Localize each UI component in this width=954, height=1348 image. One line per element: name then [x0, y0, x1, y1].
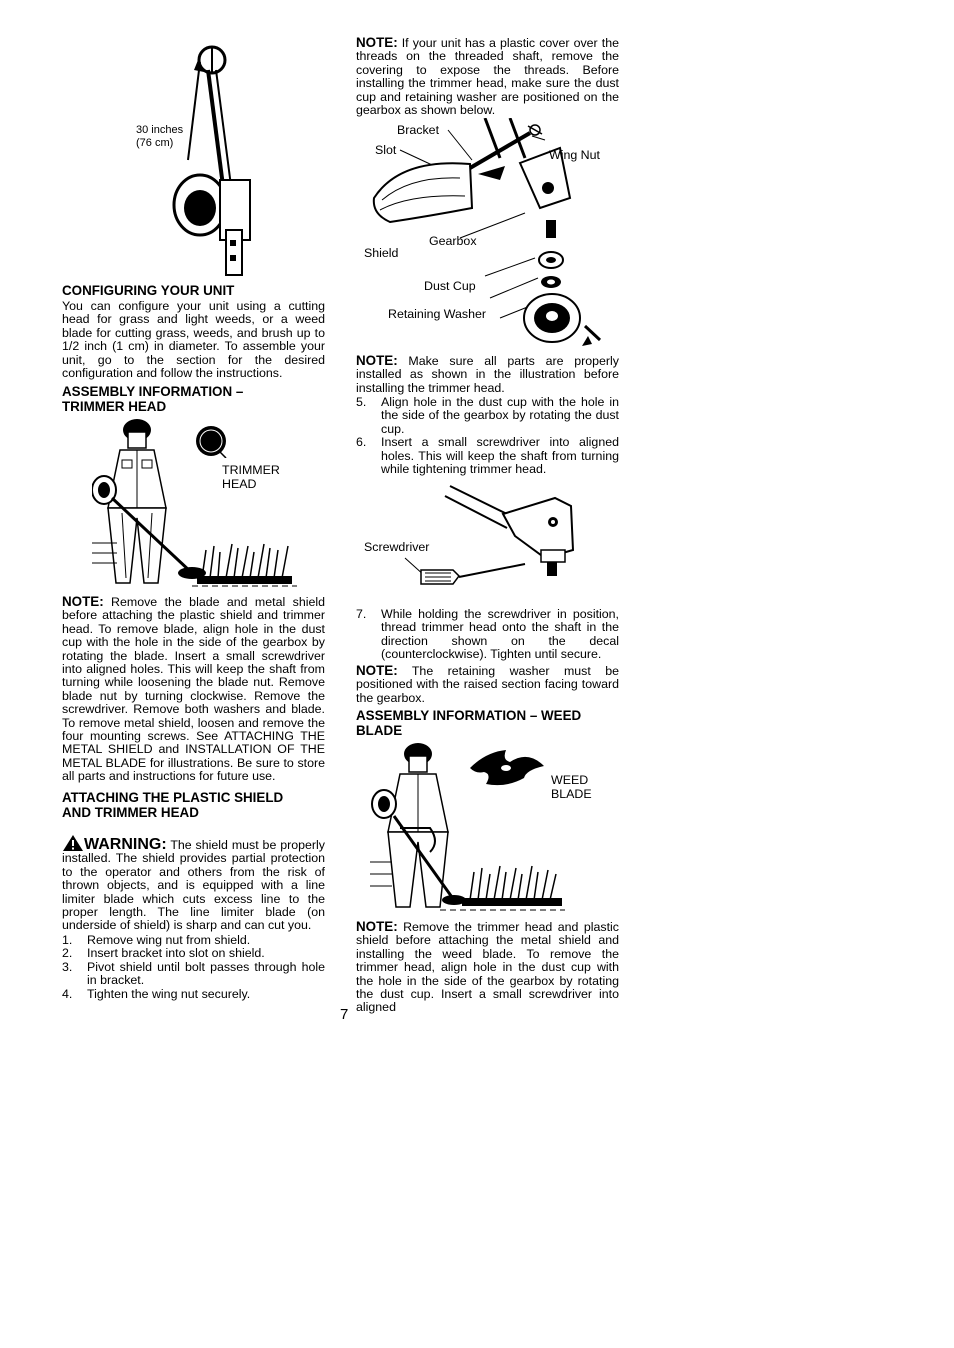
- note-text: If your unit has a plastic cover over the threads on the threaded shaft, remove the covering to expose the threads. Before installing the trimmer head, make sure the dust cup and retaining washer are positioned on the gearbox as shown below.: [356, 36, 619, 118]
- assembly-weed-heading-line2: BLADE: [356, 723, 403, 738]
- warning-triangle-icon: [62, 834, 84, 852]
- warning-paragraph: [62, 834, 325, 933]
- weed-blade-icon: [466, 748, 546, 788]
- note-text: The retaining washer must be positioned with the raised section facing toward the gearbox.: [356, 664, 619, 705]
- part-label-wing-nut: Wing Nut: [549, 148, 600, 162]
- list-item: 1. Remove wing nut from shield.: [62, 933, 251, 947]
- note-retaining-washer: [356, 664, 619, 705]
- trimmer-head-label-line2: HEAD: [222, 477, 257, 491]
- part-label-retaining-washer: Retaining Washer: [388, 307, 487, 321]
- part-label-dust-cup: Dust Cup: [424, 279, 476, 293]
- part-label-shield: Shield: [364, 246, 399, 260]
- note-label: NOTE:: [356, 353, 398, 368]
- assembly-weed-heading: [356, 708, 626, 738]
- trimmer-steps-list-a: [356, 396, 619, 476]
- note-remove-trimmer-head: [356, 920, 619, 1015]
- assembly-trimmer-heading-line2: TRIMMER HEAD: [62, 399, 167, 414]
- trimmer-head-label-line1: TRIMMER: [222, 463, 280, 477]
- list-item: 2. Insert bracket into slot on shield.: [62, 946, 265, 961]
- note-text: Remove the trimmer head and plastic shield before attaching the metal shield and installing the weed blade. To remove the trimmer head, align hole in the dust cup with the hole in the side of the gearbox by rotating the dust cup. Insert a small screwdriver into aligned: [356, 920, 619, 1015]
- weed-blade-label-line2: BLADE: [551, 787, 592, 801]
- weed-blade-label-line1: WEED: [551, 773, 589, 787]
- list-item: 5. Align hole in the dust cup with the hole in the side of the gearbox by rotating the dust cup.: [356, 395, 619, 436]
- measure-label-inches: 30 inches: [136, 124, 184, 136]
- attaching-heading-line1: ATTACHING THE PLASTIC SHIELD: [62, 790, 284, 805]
- trimmer-head-icon: [194, 424, 228, 458]
- warning-text: The shield must be properly installed. The shield provides partial protection to the operator and others from the risk of thrown objects, and is equipped with a line limiter blade which cuts excess line to the proper length. The line limiter blade (on underside of shield) is sharp and can cut you.: [62, 838, 325, 933]
- part-label-slot: Slot: [375, 143, 397, 157]
- note-text: Make sure all parts are properly installed as shown in the illustration before installing the trimmer head.: [356, 354, 619, 395]
- list-item: 7. While holding the screwdriver in position, thread trimmer head onto the shaft in the direction shown on the decal (counterclockwise). Tighten until secure.: [356, 607, 619, 662]
- note-label: NOTE:: [356, 663, 398, 678]
- part-label-gearbox: Gearbox: [429, 234, 477, 248]
- note-remove-blade: [62, 595, 325, 784]
- note-plastic-cover: [356, 36, 619, 117]
- assembly-weed-heading-line1: ASSEMBLY INFORMATION – WEED: [356, 708, 582, 723]
- screwdriver-label: Screwdriver: [364, 540, 430, 554]
- list-item: 4. Tighten the wing nut securely.: [62, 986, 251, 1001]
- trimmer-measurement-illustration: [160, 40, 270, 280]
- note-text: Remove the blade and metal shield before attaching the plastic shield and trimmer head. To remove blade, align hole in the dust cup with the hole in the side of the gearbox by rotating the blade. Insert a small screwdriver into aligned holes. This will keep the shaft from turning while loosening the blade nut. Remove blade nut by turning clockwise. Remove the screwdriver. Remove both washers and blade. To remove metal shield, loosen and remove the four mounting screws. See ATTACHING THE METAL SHIELD and INSTALLATION OF THE METAL BLADE for illustrations. Be sure to store all parts and instructions for future use.: [62, 595, 325, 784]
- attaching-heading-line2: AND TRIMMER HEAD: [62, 805, 199, 820]
- part-label-bracket: Bracket: [397, 123, 440, 137]
- configuring-body: You can configure your unit using a cutting head for grass and light weeds, or a weed blade for cutting grass, weeds, and brush up to 1/2 inch (1 cm) in diameter. To assemble your unit, go to the section for the desired configuration and follow the instructions.: [62, 299, 325, 381]
- note-label: NOTE:: [62, 594, 104, 609]
- page-number: 7: [340, 1006, 349, 1023]
- note-label: NOTE:: [356, 35, 398, 50]
- note-label: NOTE:: [356, 919, 398, 934]
- assembly-trimmer-heading-line1: ASSEMBLY INFORMATION –: [62, 384, 244, 399]
- note-parts-installed: [356, 354, 619, 395]
- list-item: 6. Insert a small screwdriver into aligned holes. This will keep the shaft from turning while tightening trimmer head.: [356, 435, 619, 477]
- assembly-trimmer-heading: [62, 384, 332, 414]
- attaching-heading: [62, 790, 332, 820]
- configuring-heading: CONFIGURING YOUR UNIT: [62, 283, 235, 298]
- measure-label-cm: (76 cm): [136, 137, 174, 149]
- trimmer-steps-list-b: [356, 608, 619, 662]
- warning-label: WARNING:: [84, 836, 167, 853]
- shield-steps-list: [62, 934, 325, 1001]
- list-item: 3. Pivot shield until bolt passes through hole in bracket.: [62, 959, 325, 988]
